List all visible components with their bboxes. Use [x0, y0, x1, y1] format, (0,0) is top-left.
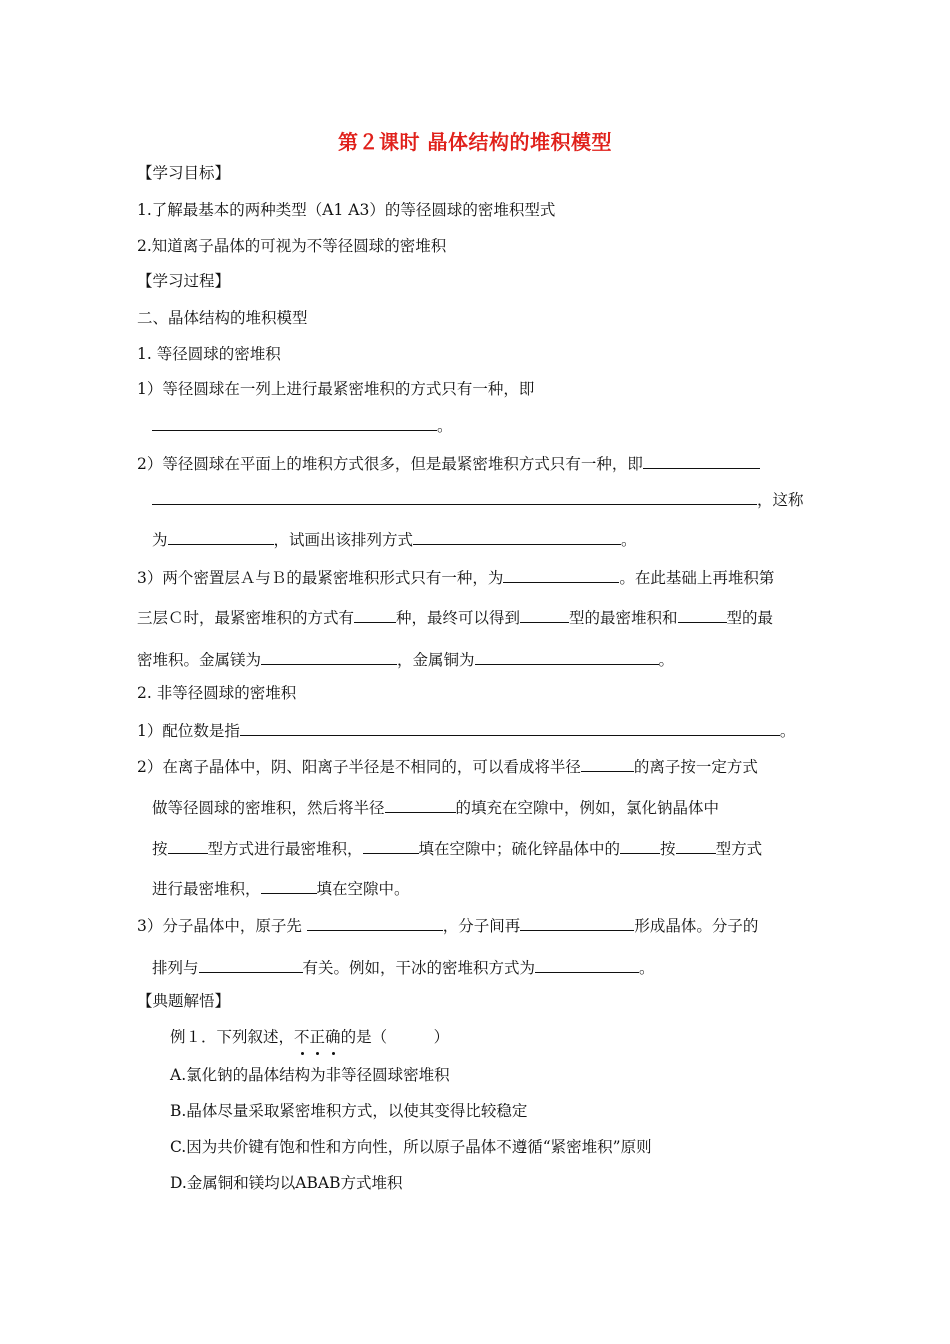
subsection-2-heading: 2. 非等径圆球的密堆积: [137, 684, 297, 702]
question-2-3: 3）分子晶体中，原子先 ，分子间再 形成晶体。分子的: [137, 914, 758, 936]
answer-blank[interactable]: [676, 837, 716, 854]
question-2-3-line-2: 排列与 有关。例如，干冰的密堆积方式为 。: [152, 956, 655, 978]
goals-heading: 【学习目标】: [137, 164, 231, 182]
answer-blank[interactable]: [520, 606, 569, 623]
question-1-2-line-2: ，这称: [152, 488, 804, 510]
answer-blank[interactable]: [168, 528, 274, 545]
question-1-1: [137, 379, 534, 399]
subsection-1-heading: 1. 等径圆球的密堆积: [137, 345, 281, 363]
question-1-3: 3）两个密置层Ａ与Ｂ的最紧密堆积形式只有一种，为 。在此基础上再堆积第: [137, 566, 774, 588]
question-2-2-line-2: 做等径圆球的密堆积，然后将半径 的填充在空隙中，例如，氯化钠晶体中: [152, 796, 719, 818]
answer-blank[interactable]: [168, 837, 208, 854]
answer-blank[interactable]: [475, 648, 659, 665]
question-2-2-line-3: 按 型方式进行最密堆积， 填在空隙中；硫化锌晶体中的 按 型方式: [152, 837, 762, 859]
option-d: D.金属铜和镁均以ABAB方式堆积: [170, 1174, 403, 1192]
answer-blank[interactable]: [152, 488, 757, 505]
answer-blank[interactable]: [678, 606, 727, 623]
answer-blank[interactable]: [620, 837, 660, 854]
process-heading: 【学习过程】: [137, 272, 231, 290]
answer-blank[interactable]: [261, 648, 397, 665]
answer-blank[interactable]: [503, 566, 619, 583]
answer-blank[interactable]: [152, 414, 437, 431]
answer-blank[interactable]: [354, 606, 396, 623]
emphasis-mark: 不: [294, 1028, 310, 1046]
question-text: 1）等径圆球在一列上进行最紧密堆积的方式只有一种，即: [137, 380, 535, 398]
question-2-1: 1）配位数是指 。: [137, 719, 795, 741]
answer-blank[interactable]: [385, 796, 456, 813]
answer-blank[interactable]: [413, 528, 621, 545]
emphasis-mark: 确: [325, 1028, 341, 1046]
question-1-3-line-2: 三层Ｃ时，最紧密堆积的方式有 种，最终可以得到 型的最密堆积和 型的最: [137, 606, 773, 628]
question-2-2-line-4: 进行最密堆积， 填在空隙中。: [152, 877, 410, 899]
example-question: 例１．下列叙述，不正确的是（ ）: [170, 1028, 450, 1046]
section-heading: 二、晶体结构的堆积模型: [137, 309, 308, 327]
answer-blank[interactable]: [643, 452, 760, 469]
answer-blank[interactable]: [199, 956, 303, 973]
answer-blank[interactable]: [363, 837, 419, 854]
goal-1: 1.了解最基本的两种类型（A1 A3）的等径圆球的密堆积型式: [137, 201, 556, 219]
page-title: 第２课时 晶体结构的堆积模型: [338, 130, 612, 154]
goal-2: 2.知道离子晶体的可视为不等径圆球的密堆积: [137, 237, 447, 255]
answer-blank[interactable]: [535, 956, 639, 973]
question-2-2: 2）在离子晶体中，阴、阳离子半径是不相同的，可以看成将半径 的离子按一定方式: [137, 755, 758, 777]
answer-blank[interactable]: [261, 877, 317, 894]
question-1-1-answer-line: 。: [152, 414, 453, 436]
question-1-2-line-3: 为 ，试画出该排列方式 。: [152, 528, 637, 550]
answer-blank[interactable]: [581, 755, 634, 772]
option-b: B.晶体尽量采取紧密堆积方式，以使其变得比较稳定: [170, 1102, 528, 1120]
question-1-3-line-3: 密堆积。金属镁为 ，金属铜为 。: [137, 648, 674, 670]
answer-blank[interactable]: [240, 719, 780, 736]
example-heading: 【典题解悟】: [137, 992, 231, 1010]
option-a: A.氯化钠的晶体结构为非等径圆球密堆积: [170, 1066, 450, 1084]
emphasis-mark: 正: [309, 1028, 326, 1046]
question-1-2: 2）等径圆球在平面上的堆积方式很多，但是最紧密堆积方式只有一种，即: [137, 452, 760, 474]
option-c: C.因为共价键有饱和性和方向性，所以原子晶体不遵循“紧密堆积”原则: [170, 1138, 652, 1156]
answer-blank[interactable]: [307, 914, 443, 931]
answer-blank[interactable]: [520, 914, 634, 931]
